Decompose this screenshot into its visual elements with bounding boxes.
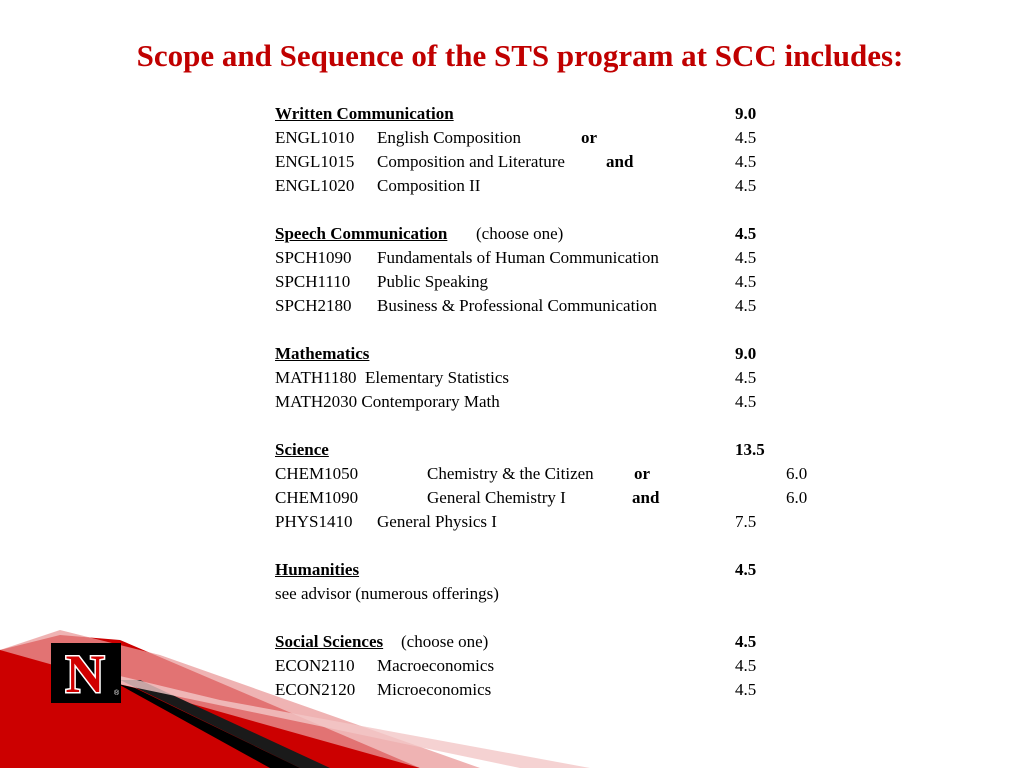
course-text: MATH2030 Contemporary Math xyxy=(275,392,500,411)
course-code: SPCH1090 xyxy=(275,248,352,267)
conjunction: and xyxy=(606,152,634,171)
section-total: 4.5 xyxy=(735,224,757,243)
course-title: Microeconomics xyxy=(377,680,492,699)
conjunction: or xyxy=(581,128,598,147)
course-credit: 4.5 xyxy=(735,392,757,411)
course-title: Composition and Literature xyxy=(377,152,565,171)
course-credit: 6.0 xyxy=(786,488,808,507)
section-total: 9.0 xyxy=(735,104,757,123)
course-title: Macroeconomics xyxy=(377,656,495,675)
course-title: English Composition xyxy=(377,128,522,147)
section-heading: Social Sciences xyxy=(275,632,384,651)
course-code: ENGL1020 xyxy=(275,176,355,195)
section-heading: Speech Communication xyxy=(275,224,448,243)
section-heading: Written Communication xyxy=(275,104,454,123)
conjunction: or xyxy=(634,464,651,483)
course-credit: 4.5 xyxy=(735,296,757,315)
section-total: 4.5 xyxy=(735,560,757,579)
section-heading: Science xyxy=(275,440,329,459)
section-note: (choose one) xyxy=(401,632,489,651)
course-code: ENGL1015 xyxy=(275,152,355,171)
course-code: ECON2110 xyxy=(275,656,355,675)
logo-letter: N xyxy=(65,644,105,703)
course-title: General Chemistry I xyxy=(427,488,566,507)
section-total: 4.5 xyxy=(735,632,757,651)
course-code: ECON2120 xyxy=(275,680,356,699)
course-code: ENGL1010 xyxy=(275,128,355,147)
course-code: SPCH1110 xyxy=(275,272,351,291)
course-code: PHYS1410 xyxy=(275,512,353,531)
course-title: Composition II xyxy=(377,176,481,195)
course-credit: 4.5 xyxy=(735,272,757,291)
course-credit: 4.5 xyxy=(735,176,757,195)
course-code: CHEM1050 xyxy=(275,464,359,483)
course-title: Public Speaking xyxy=(377,272,488,291)
course-credit: 4.5 xyxy=(735,128,757,147)
course-title: Chemistry & the Citizen xyxy=(427,464,594,483)
course-code: SPCH2180 xyxy=(275,296,352,315)
section-heading: Humanities xyxy=(275,560,360,579)
section-total: 9.0 xyxy=(735,344,757,363)
humanities-note: see advisor (numerous offerings) xyxy=(275,584,499,603)
course-title: Fundamentals of Human Communication xyxy=(377,248,659,267)
university-logo xyxy=(51,643,121,703)
conjunction: and xyxy=(632,488,660,507)
course-credit: 4.5 xyxy=(735,656,757,675)
page-title: Scope and Sequence of the STS program at SCC includes: xyxy=(136,38,904,73)
course-credit: 4.5 xyxy=(735,152,757,171)
course-credit: 7.5 xyxy=(735,512,757,531)
course-title: Business & Professional Communication xyxy=(377,296,658,315)
course-code: CHEM1090 xyxy=(275,488,359,507)
course-text: MATH1180 Elementary Statistics xyxy=(275,368,510,387)
section-total: 13.5 xyxy=(735,440,765,459)
section-note: (choose one) xyxy=(476,224,564,243)
registered-mark: ® xyxy=(114,690,120,697)
course-credit: 4.5 xyxy=(735,368,757,387)
course-title: General Physics I xyxy=(377,512,497,531)
course-credit: 4.5 xyxy=(735,248,757,267)
course-credit: 6.0 xyxy=(786,464,808,483)
section-heading: Mathematics xyxy=(275,344,370,363)
course-credit: 4.5 xyxy=(735,680,757,699)
